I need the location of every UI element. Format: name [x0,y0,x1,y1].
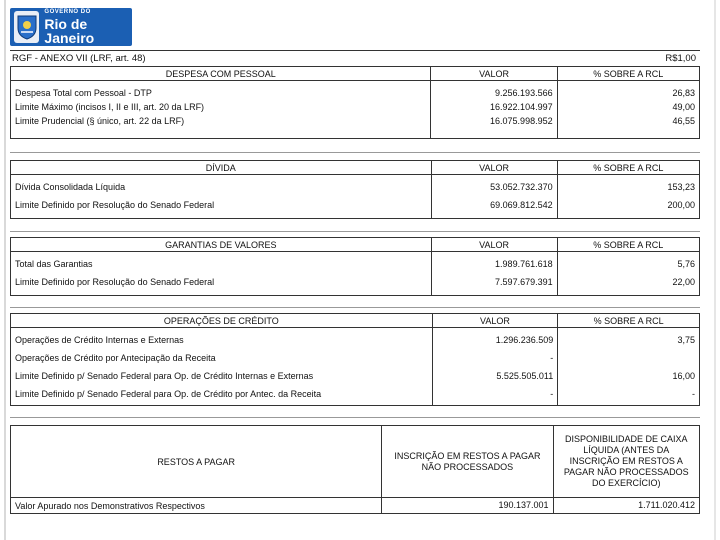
row-pct: 16,00 [672,371,695,381]
row-value: 16.922.104.997 [490,102,553,112]
col-header-pct: % SOBRE A RCL [557,161,699,175]
row-label: Operações de Crédito por Antecipação da Receita [15,353,216,363]
header-divider [10,50,700,51]
section-separator [10,152,700,153]
unit-label: R$1,00 [665,53,696,64]
row-values [431,81,557,139]
row-labels [11,175,432,219]
section-divida [10,160,700,219]
row-value: 16.075.998.952 [490,116,553,126]
row-value: 7.597.679.391 [495,277,553,287]
section-separator [10,231,700,232]
section-title: DÍVIDA [11,161,432,175]
row-value: - [550,353,554,363]
col-header-pct: % SOBRE A RCL [557,238,699,252]
row-value: 69.069.812.542 [490,200,553,210]
row-value-disponibilidade: 1.711.020.412 [553,498,699,514]
section-operacoes-credito [10,313,700,406]
section-restos-a-pagar [10,425,700,514]
section-garantias [10,237,700,296]
row-label: Limite Definido p/ Senado Federal para Op. de Crédito por Antec. da Receita [15,389,322,399]
col-header-disponibilidade: DISPONIBILIDADE DE CAIXA LÍQUIDA (ANTES DA INSCRIÇÃO EM RESTOS A PAGAR NÃO PROCESSADOS DO EXERCÍCIO) [553,426,699,498]
row-label: Limite Máximo (incisos I, II e III, art. 20 da LRF) [15,102,205,112]
government-logo [10,8,132,46]
row-pct: 153,23 [667,182,695,192]
coat-of-arms-icon [14,11,39,43]
logo-top-text: GOVERNO DO [44,9,91,15]
row-value-inscricao: 190.137.001 [382,498,553,514]
row-pct: 3,75 [677,335,695,345]
row-label: Dívida Consolidada Líquida [15,182,126,192]
row-label: Limite Prudencial (§ único, art. 22 da LRF) [15,116,185,126]
row-pcts [557,81,699,139]
col-header-valor: VALOR [432,314,558,328]
row-value: 9.256.193.566 [495,88,553,98]
section-despesa-pessoal [10,66,700,139]
left-edge [4,0,6,540]
row-values [431,175,557,219]
row-label: Valor Apurado nos Demonstrativos Respectivos [11,498,382,514]
row-pct: 200,00 [667,200,695,210]
row-value: - [550,389,554,399]
row-pcts [557,252,699,296]
row-value: 1.296.236.509 [495,335,554,345]
row-pct: 46,55 [672,116,695,126]
section-separator [10,307,700,308]
row-pcts [557,175,699,219]
section-separator [10,417,700,418]
row-pct [562,351,695,365]
row-label: Total das Garantias [15,259,93,269]
row-labels [11,328,433,406]
row-labels [11,81,431,139]
section-title: RESTOS A PAGAR [11,426,382,498]
row-values [432,328,558,406]
col-header-pct: % SOBRE A RCL [558,314,700,328]
row-pct: - [692,389,695,399]
row-pct: 49,00 [672,102,695,112]
row-labels [11,252,432,296]
col-header-pct: % SOBRE A RCL [557,67,699,81]
row-pct: 5,76 [677,259,695,269]
row-pct: 22,00 [672,277,695,287]
section-title: GARANTIAS DE VALORES [11,238,432,252]
row-values [431,252,557,296]
row-value: 1.989.761.618 [495,259,553,269]
col-header-valor: VALOR [431,67,557,81]
row-label: Limite Definido por Resolução do Senado Federal [15,200,215,210]
section-title: DESPESA COM PESSOAL [11,67,431,81]
col-header-inscricao: INSCRIÇÃO EM RESTOS A PAGAR NÃO PROCESSADOS [382,426,553,498]
row-label: Despesa Total com Pessoal - DTP [15,88,152,98]
right-edge [714,0,716,540]
row-label: Limite Definido p/ Senado Federal para Op. de Crédito Internas e Externas [15,371,314,381]
col-header-valor: VALOR [431,238,557,252]
row-value: 53.052.732.370 [490,182,553,192]
logo-main-text: Rio de Janeiro [44,16,95,46]
row-value: 5.525.505.011 [496,371,554,381]
row-label: Limite Definido por Resolução do Senado Federal [15,277,215,287]
report-title: RGF - ANEXO VII (LRF, art. 48) [12,53,146,64]
row-label: Operações de Crédito Internas e Externas [15,335,184,345]
section-title: OPERAÇÕES DE CRÉDITO [11,314,433,328]
row-pct: 26,83 [672,88,695,98]
row-pcts [558,328,700,406]
col-header-valor: VALOR [431,161,557,175]
